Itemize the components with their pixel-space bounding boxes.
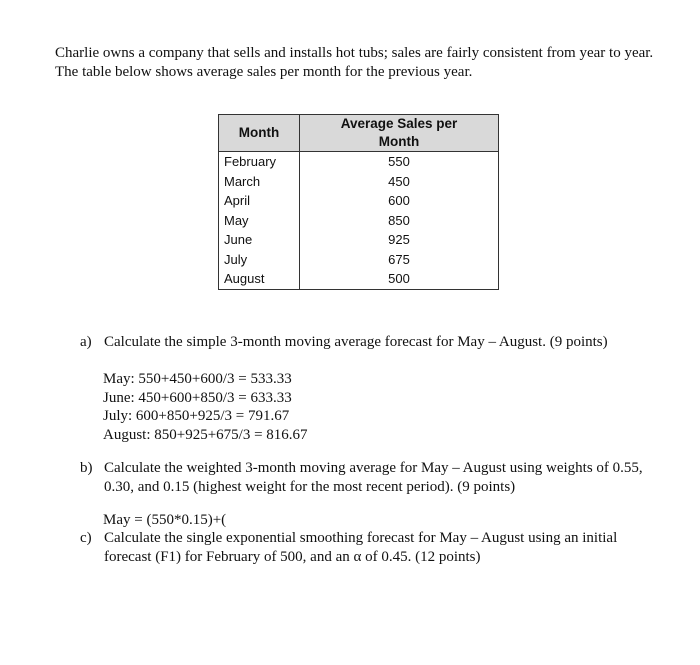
work-line-b-may: May = (550*0.15)+( (103, 512, 227, 528)
question-a-work (103, 370, 308, 444)
question-a-label: a) (80, 334, 92, 350)
month-column-header: Month (219, 115, 300, 152)
table-header-row (219, 115, 499, 152)
question-b-text: Calculate the weighted 3-month moving average for May – August using weights of 0.55, 0.30, and 0.15 (highest weight for the most recent period). (9 points) (104, 460, 643, 495)
table-row (219, 250, 499, 270)
question-c-text: Calculate the single exponential smoothing forecast for May – August using an initial forecast (F1) for February of 500, and an α of 0.45. (12 points) (104, 530, 618, 565)
question-b-label: b) (80, 460, 93, 476)
month-cell: March (219, 172, 300, 192)
question-b (80, 459, 670, 497)
question-c (80, 529, 660, 567)
question-b-work (103, 511, 226, 530)
sales-cell: 925 (300, 230, 499, 250)
question-a-text: Calculate the simple 3-month moving average forecast for May – August. (9 points) (104, 334, 608, 350)
table-row (219, 269, 499, 289)
work-line-june: June: 450+600+850/3 = 633.33 (103, 389, 292, 406)
table-row (219, 211, 499, 231)
question-a (80, 333, 660, 352)
sales-cell: 450 (300, 172, 499, 192)
work-line-july: July: 600+850+925/3 = 791.67 (103, 408, 290, 424)
work-line-may: May: 550+450+600/3 = 533.33 (103, 371, 292, 387)
sales-table (218, 114, 499, 290)
sales-cell: 500 (300, 269, 499, 289)
month-cell: May (219, 211, 300, 231)
table-row (219, 172, 499, 192)
month-cell: April (219, 191, 300, 211)
sales-cell: 850 (300, 211, 499, 231)
month-cell: February (219, 152, 300, 172)
month-cell: June (219, 230, 300, 250)
month-cell: August (219, 269, 300, 289)
work-line-august: August: 850+925+675/3 = 816.67 (103, 426, 308, 443)
sales-cell: 600 (300, 191, 499, 211)
sales-cell: 550 (300, 152, 499, 172)
table-row (219, 230, 499, 250)
intro-paragraph: Charlie owns a company that sells and installs hot tubs; sales are fairly consistent from year to year. The table below shows average sales per month for the previous year. (55, 45, 654, 80)
sales-cell: 675 (300, 250, 499, 270)
table-row (219, 191, 499, 211)
table-row (219, 152, 499, 172)
question-c-label: c) (80, 530, 92, 546)
month-cell: July (219, 250, 300, 270)
sales-column-header: Average Sales per Month (300, 115, 499, 152)
